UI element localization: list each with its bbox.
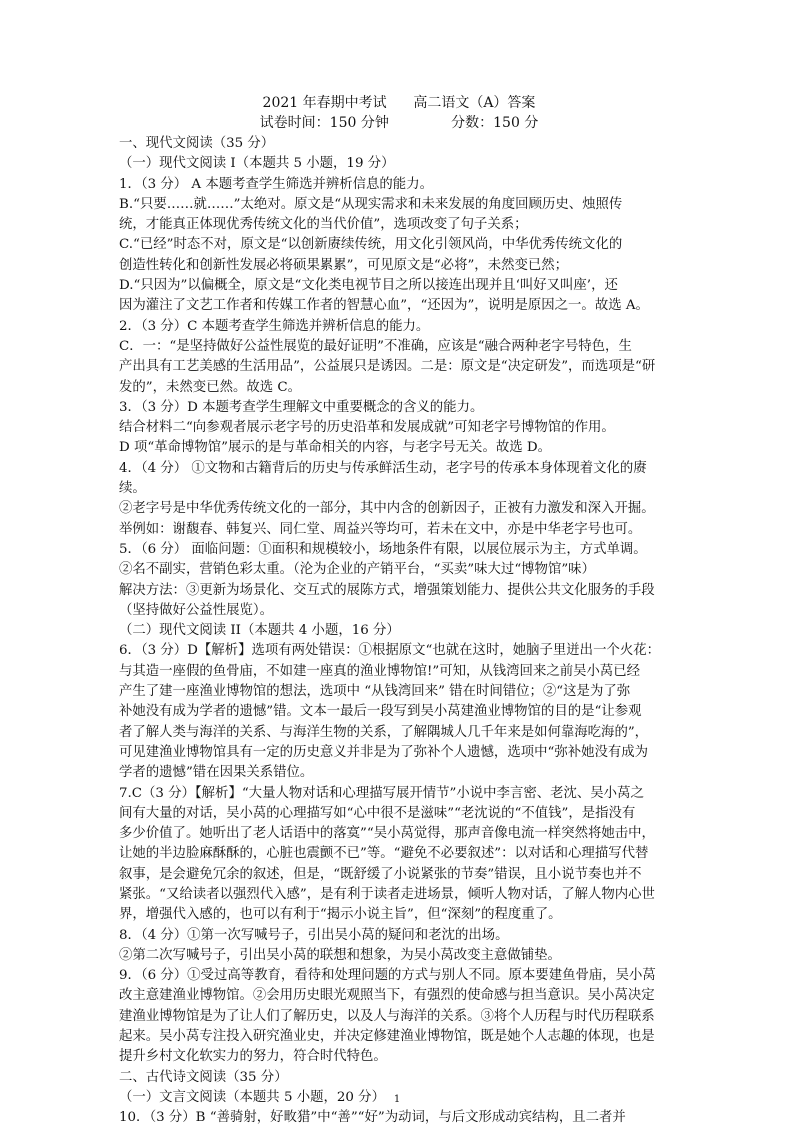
- text-line: ②老字号是中华优秀传统文化的一部分，其中内含的创新因子，正被有力激发和深入开掘。: [119, 501, 655, 517]
- text-line: 1．（3 分） A 本题考查学生筛选并辨析信息的能力。: [119, 176, 433, 192]
- text-line: （坚持做好公益性展览）。: [119, 602, 273, 618]
- text-line: ②名不副实，营销色彩太重。（沦为企业的产销平台，“买卖”味大过“博物馆”味）: [119, 562, 595, 578]
- text-line: 产生了建一座渔业博物馆的想法，选项中 “从钱湾回来” 错在时间错位；②“这是为了弥: [119, 684, 631, 700]
- text-line: 7.C（3 分）【解析】“大量人物对话和心理描写展开情节”小说中李言密、老沈、吴小莴之: [119, 785, 644, 801]
- text-line: 者了解人类与海洋的关系、与海洋生物的关系，了解隅城人几千年来是如何靠海吃海的”，: [119, 724, 649, 740]
- text-line: 举例如：谢馥春、韩复兴、同仁堂、周益兴等均可，若未在文中，亦是中华老字号也可。: [119, 521, 642, 537]
- document-title: 2021 年春期中考试 高二语文（A）答案: [262, 95, 536, 111]
- text-line: 4．（4 分） ①文物和古籍背后的历史与传承鲜活生动，老字号的传承本身体现着文化的赓: [119, 460, 647, 476]
- text-line: D.“只因为”以偏概全，原文是“文化类电视节目之所以接连出现并且‘叫好又叫座’，还: [119, 278, 618, 294]
- text-line: 3．（3 分）D 本题考查学生理解文中重要概念的含义的能力。: [119, 399, 484, 415]
- answer-sheet: [119, 93, 679, 1129]
- text-line: 一、现代文阅读（35 分）: [119, 136, 275, 151]
- text-line: 建渔业博物馆是为了让人们了解历史，以及人与海洋的关系。③将个人历程与时代历程联系: [119, 1008, 655, 1024]
- text-line: 起来。吴小莴专注投入研究渔业史，并决定修建渔业博物馆，既是她个人志趣的体现，也是: [119, 1029, 655, 1045]
- text-line: 多少价值了。她听出了老人话语中的落寞”“吴小莴觉得，那声音像电流一样突然将她击中，: [119, 826, 655, 842]
- exam-info: 试卷时间：150 分钟 分数：150 分: [259, 115, 539, 131]
- text-line: 结合材料二“向参观者展示老字号的历史沿革和发展成就”可知老字号博物馆的作用。: [119, 420, 615, 436]
- text-line: （二）现代文阅读 II（本题共 4 小题，16 分）: [119, 623, 400, 639]
- text-line: 间有大量的对话，吴小莴的心理描写如“心中很不是滋味”“老沈说的“不值钱”，是指没有: [119, 805, 636, 821]
- text-line: 8．（4 分）①第一次写喊号子，引出吴小莴的疑问和老沈的出场。: [119, 927, 509, 943]
- text-line: C．一：“是坚持做好公益性展览的最好证明”不准确，应该是“融合两种老字号特色，生: [119, 338, 632, 354]
- text-line: 可见建渔业博物馆具有一定的历史意义并非是为了弥补个人遗憾，选项中“弥补她没有成为: [119, 744, 649, 760]
- text-line: 9．（6 分）①受过高等教育，看待和处理问题的方式与别人不同。原本要建鱼骨庙，吴小莴: [119, 968, 656, 984]
- text-line: 界，增强代入感的，也可以有利于“揭示小说主旨”，但“深刻”的程度重了。: [119, 907, 562, 923]
- text-line: （一）现代文阅读 I（本题共 5 小题，19 分）: [119, 156, 395, 172]
- text-line: D 项“革命博物馆”展示的是与革命相关的内容，与老字号无关。故选 D。: [119, 440, 552, 456]
- text-line: 10．（3 分）B “善骑射，好畋猎”中“善”“好”为动词，与后文形成动宾结构，且二者并: [119, 1110, 626, 1126]
- text-line: 产出具有工艺美感的生活用品”，公益展只是诱因。二是：原文是“决定研发”，而选项是“研: [119, 359, 656, 375]
- text-line: 与其造一座假的鱼骨庙，不如建一座真的渔业博物馆!”可知，从钱湾回来之前吴小莴已经: [119, 663, 641, 679]
- text-line: ②第二次写喊号子，引出吴小莴的联想和想象，为吴小莴改变主意做铺垫。: [119, 947, 561, 963]
- text-line: B.“只要……就……”太绝对。原文是“从现实需求和未来发展的角度回顾历史、烛照传: [119, 196, 623, 212]
- text-line: 续。: [119, 481, 146, 497]
- text-line: 2．（3 分）C 本题考查学生筛选并辨析信息的能力。: [119, 318, 430, 334]
- text-line: 统，才能真正体现优秀传统文化的当代价值”，选项改变了句子关系；: [119, 217, 528, 233]
- text-line: 5．（6 分） 面临问题：①面积和规模较小，场地条件有限，以展位展示为主，方式单调。: [119, 541, 647, 557]
- text-line: 二、古代诗文阅读（35 分）: [119, 1069, 288, 1085]
- answer-body: [119, 134, 679, 1129]
- text-line: 让她的半边脸麻酥酥的，心脏也震颤不已”等。“避免不必要叙述”：以对话和心理描写代替: [119, 846, 649, 862]
- text-line: 解决方法：③更新为场景化、交互式的展陈方式，增强策划能力、提供公共文化服务的手段: [119, 582, 655, 598]
- text-line: 改主意建渔业博物馆。②会用历史眼光观照当下，有强烈的使命感与担当意识。吴小莴决定: [119, 988, 655, 1004]
- text-line: 发的”，未然变已然。故选 C。: [119, 379, 302, 395]
- page-number: 1: [393, 1094, 401, 1105]
- text-line: 叙事，是会避免冗余的叙述，但是，“既舒缓了小说紧张的节奏”错误，且小说节奏也并不: [119, 866, 642, 882]
- text-line: 补她没有成为学者的遗憾”错。文本一最后一段写到吴小莴建渔业博物馆的目的是“让参观: [119, 704, 642, 720]
- text-line: （一）文言文阅读（本题共 5 小题，20 分）: [119, 1089, 385, 1105]
- text-line: 紧张。“又给读者以强烈代入感”，是有利于读者走进场景，倾听人物对话，了解人物内心世: [119, 886, 655, 902]
- text-line: C.“已经”时态不对，原文是“以创新赓续传统，用文化引领风尚，中华优秀传统文化的: [119, 237, 623, 253]
- text-line: 学者的遗憾”错在因果关系错位。: [119, 765, 314, 781]
- text-line: 因为灌注了文艺工作者和传媒工作者的智慧心血”，“还因为”，说明是原因之一。故选 A。: [119, 298, 649, 314]
- text-line: 创造性转化和创新性发展必将硕果累累”，可见原文是“必将”，未然变已然；: [119, 257, 569, 273]
- text-line: 提升乡村文化软实力的努力，符合时代特色。: [119, 1049, 387, 1065]
- text-line: 6．（3 分）D【解析】选项有两处错误：①根据原文“也就在这时，她脑子里迸出一个火花：: [119, 643, 661, 659]
